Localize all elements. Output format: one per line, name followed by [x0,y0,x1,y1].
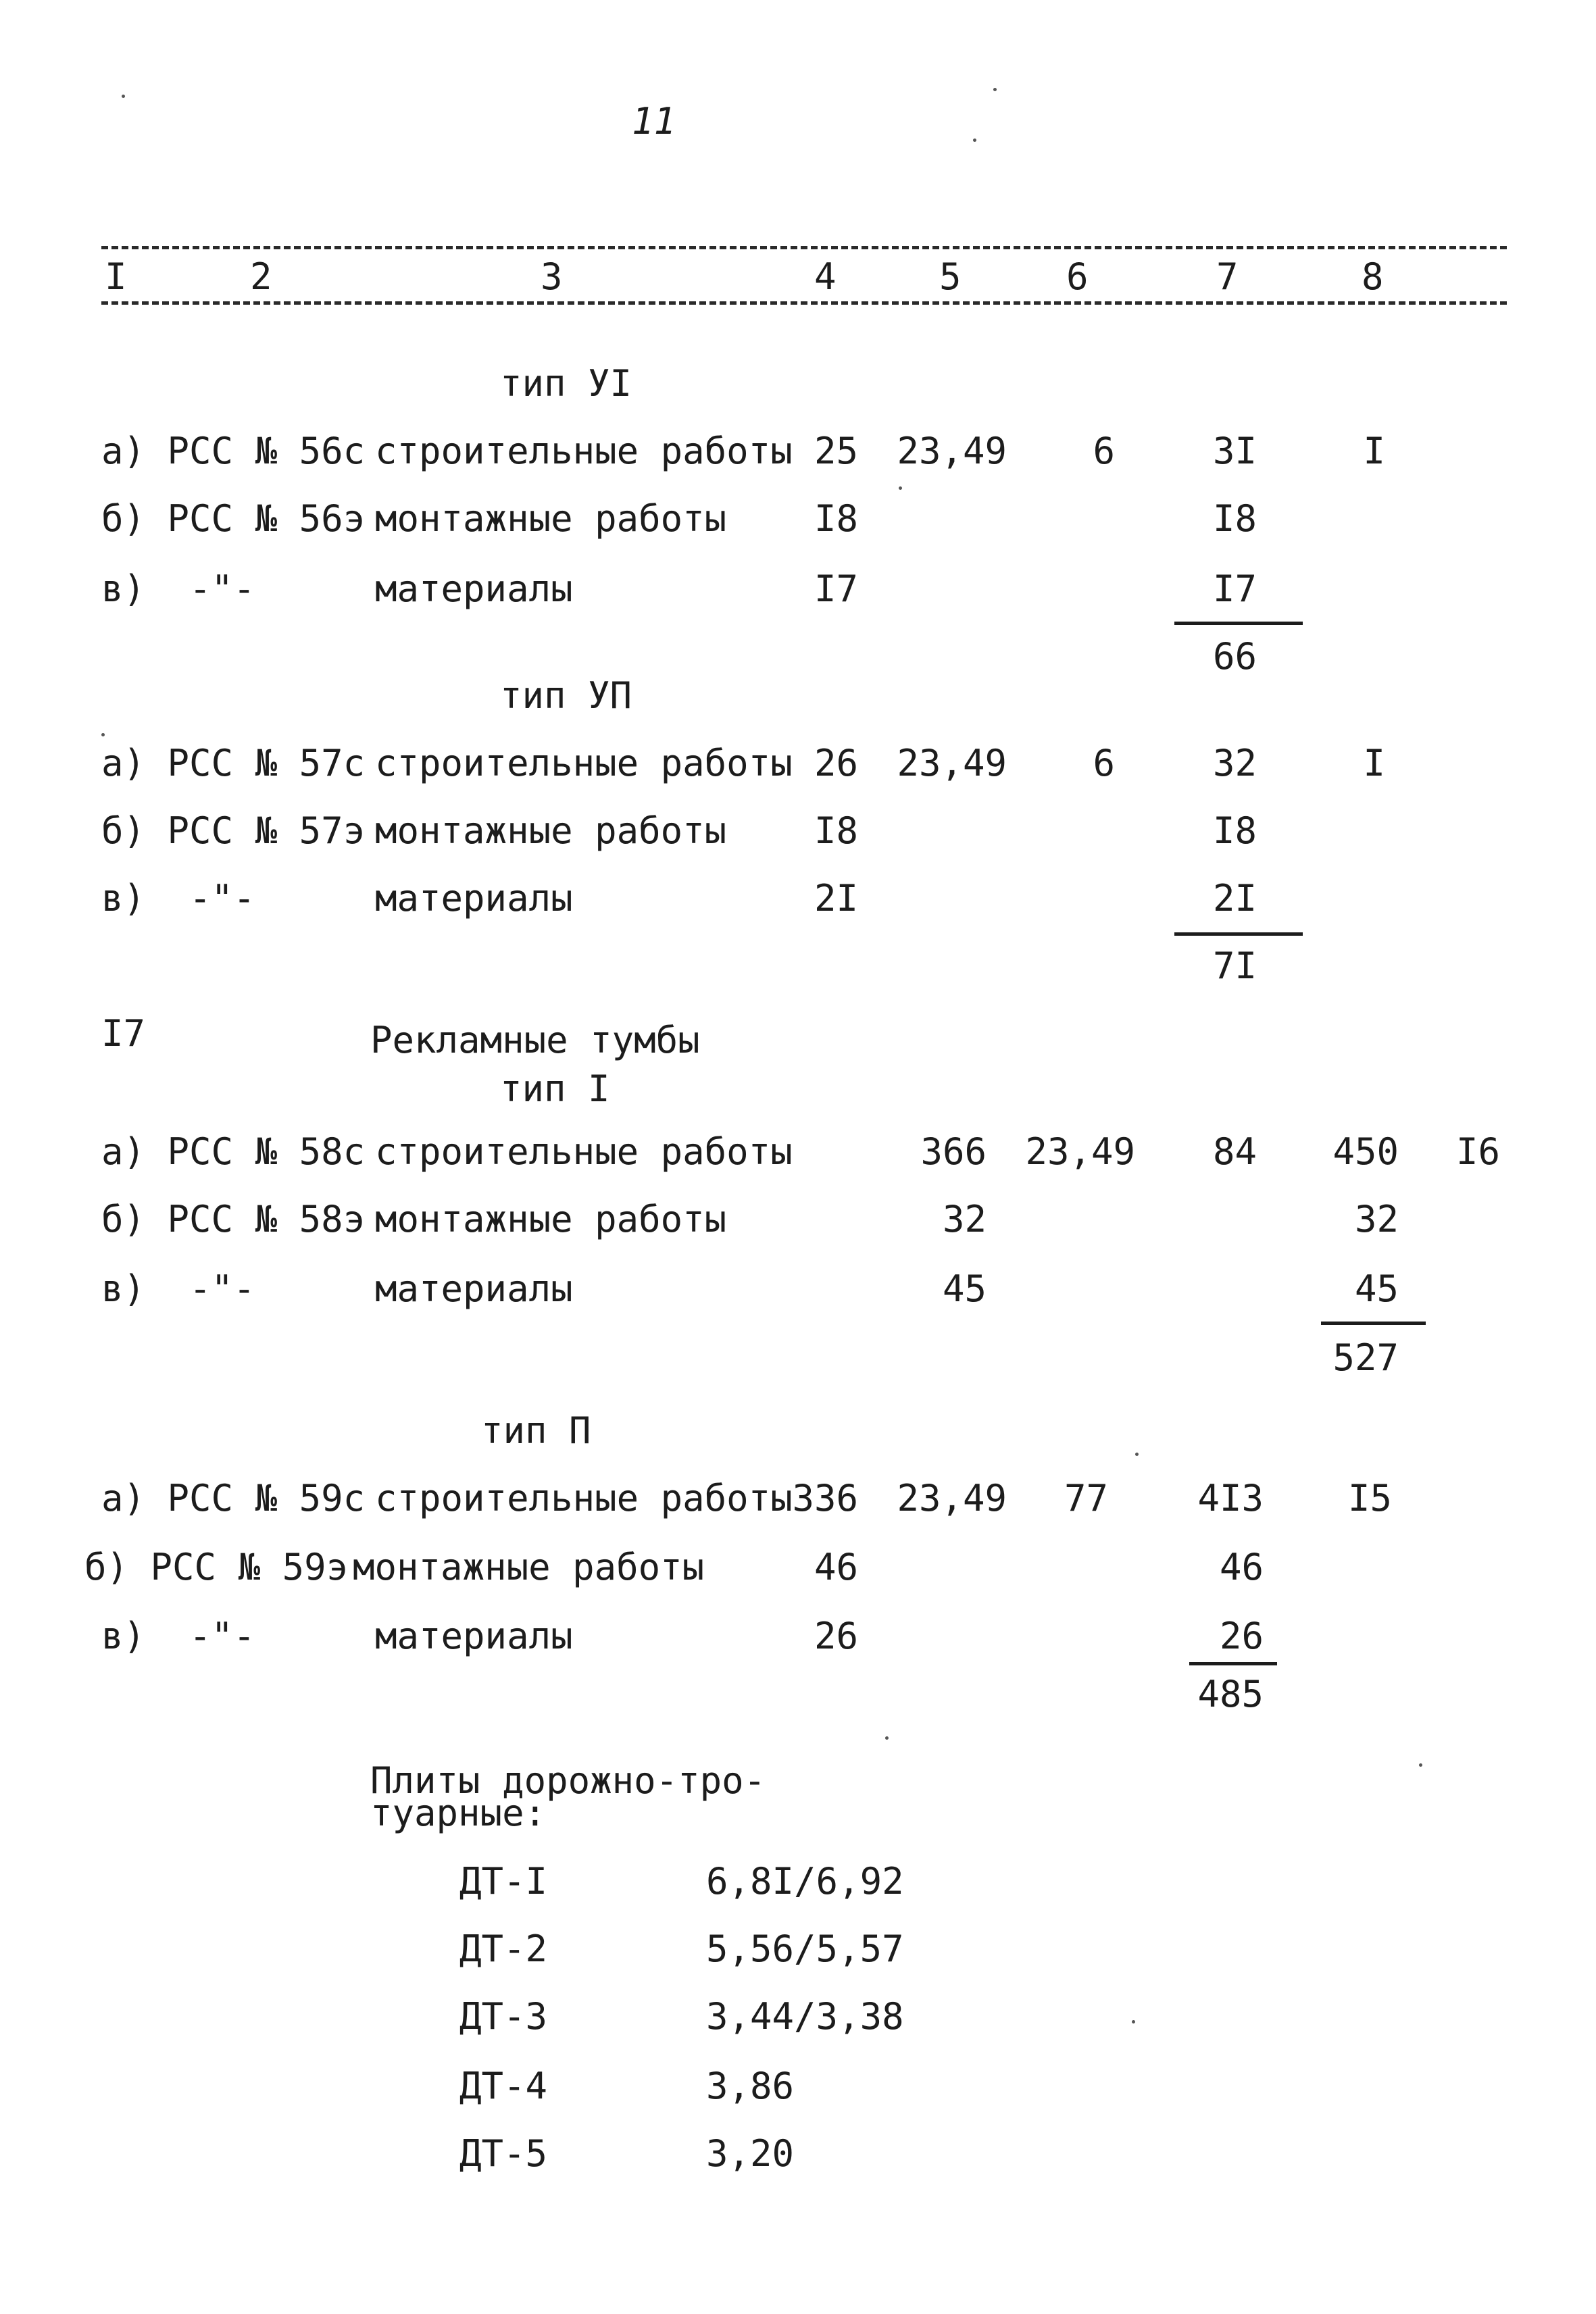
group-total: 527 [1332,1336,1399,1379]
cell-col6: 84 [1212,1130,1257,1173]
cell-col8: I6 [1455,1130,1500,1173]
row-prefix: б) РСС № 57э [101,809,366,852]
cell-col7: 32 [1212,742,1257,784]
cell-col7: 3I [1212,430,1257,472]
cell-col7: 450 [1332,1130,1399,1173]
cell-col4: 25 [814,430,858,472]
plate-code: ДТ-4 [459,2065,548,2107]
plate-value: 3,20 [706,2132,795,2175]
row-name: материалы [375,1615,573,1657]
row-name: строительные работы [375,742,793,784]
cell-col4: 32 [942,1198,987,1240]
scan-speck [1419,1763,1422,1767]
scan-speck [101,733,105,736]
plate-value: 6,8I/6,92 [706,1860,904,1903]
plates-heading: Плиты дорожно-тро- [370,1759,766,1802]
row-prefix: в) -"- [101,568,255,610]
cell-col4: 26 [814,742,858,784]
header-rule-bottom [101,301,1507,305]
row-name: монтажные работы [375,1198,727,1240]
cell-col7: 26 [1219,1615,1264,1657]
scan-speck [899,486,902,490]
plates-heading: туарные: [370,1792,547,1834]
page-number: 11 [632,100,676,143]
header-col-3: 3 [541,255,563,298]
row-name: монтажные работы [375,497,727,540]
row-name: материалы [375,1267,573,1310]
header-col-7: 7 [1216,255,1239,298]
row-prefix: б) РСС № 58э [101,1198,366,1240]
group-title: тип УП [500,674,632,717]
scan-speck [1132,2020,1135,2023]
cell-col7: 32 [1354,1198,1399,1240]
row-prefix: а) РСС № 58с [101,1130,366,1173]
cell-col7: 46 [1219,1546,1264,1588]
cell-col4: 2I [814,877,858,920]
header-col-5: 5 [939,255,962,298]
cell-col7: I7 [1212,568,1257,610]
header-col-8: 8 [1362,255,1384,298]
cell-col7: 45 [1354,1267,1399,1310]
header-rule-top [101,246,1507,249]
row-name: строительные работы [375,1477,793,1519]
group-title: тип I [500,1067,610,1110]
cell-col7: 2I [1212,877,1257,920]
cell-col7: 4I3 [1197,1477,1264,1519]
row-prefix: в) -"- [101,1267,255,1310]
row-name: монтажные работы [353,1546,705,1588]
cell-col4: 45 [942,1267,987,1310]
group-total: 485 [1197,1673,1264,1715]
row-prefix: в) -"- [101,877,255,920]
row-name: строительные работы [375,1130,793,1173]
header-col-6: 6 [1066,255,1089,298]
scan-speck [973,139,976,142]
sum-rule [1189,1662,1277,1665]
cell-col4: 26 [814,1615,858,1657]
group-title: тип УI [500,362,632,405]
cell-col5: 23,49 [897,1477,1007,1519]
cell-col6: 77 [1064,1477,1108,1519]
cell-col6: 6 [1093,430,1115,472]
cell-col8: I [1363,430,1385,472]
cell-col5: 23,49 [897,742,1007,784]
cell-col8: I [1363,742,1385,784]
row-prefix: а) РСС № 59с [101,1477,366,1519]
scan-speck [993,88,997,91]
header-col-1: I [105,255,127,298]
plate-value: 3,86 [706,2065,795,2107]
cell-col8: I5 [1347,1477,1392,1519]
row-name: монтажные работы [375,809,727,852]
cell-col5: 23,49 [897,430,1007,472]
section-number: I7 [101,1012,146,1055]
group-total: 7I [1212,945,1257,987]
section-heading: Рекламные тумбы [370,1019,700,1061]
row-name: материалы [375,877,573,920]
sum-rule [1174,622,1303,625]
group-total: 66 [1212,635,1257,678]
cell-col4: 336 [792,1477,858,1519]
row-name: строительные работы [375,430,793,472]
cell-col4: 46 [814,1546,858,1588]
scan-speck [885,1736,889,1740]
cell-col4: 366 [920,1130,987,1173]
scan-speck [1135,1453,1139,1456]
row-prefix: а) РСС № 57с [101,742,366,784]
plate-value: 5,56/5,57 [706,1928,904,1970]
plate-code: ДТ-I [459,1860,548,1903]
header-col-2: 2 [250,255,272,298]
plate-value: 3,44/3,38 [706,1995,904,2038]
plate-code: ДТ-2 [459,1928,548,1970]
row-prefix: б) РСС № 59э [84,1546,349,1588]
cell-col4: I8 [814,809,858,852]
row-prefix: в) -"- [101,1615,255,1657]
plate-code: ДТ-3 [459,1995,548,2038]
cell-col4: I8 [814,497,858,540]
plate-code: ДТ-5 [459,2132,548,2175]
scan-speck [122,95,125,98]
cell-col5: 23,49 [1025,1130,1135,1173]
cell-col7: I8 [1212,809,1257,852]
row-prefix: б) РСС № 56э [101,497,366,540]
sum-rule [1321,1322,1426,1325]
header-col-4: 4 [814,255,837,298]
cell-col7: I8 [1212,497,1257,540]
row-name: материалы [375,568,573,610]
cell-col4: I7 [814,568,858,610]
cell-col6: 6 [1093,742,1115,784]
group-title: тип П [481,1409,591,1452]
row-prefix: а) РСС № 56с [101,430,366,472]
sum-rule [1174,932,1303,936]
